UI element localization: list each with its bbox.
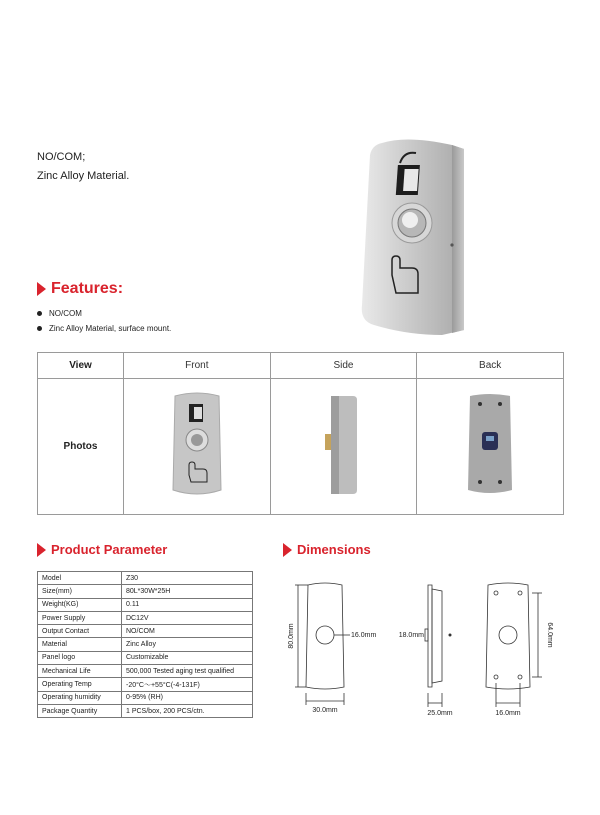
param-key: Model [38, 572, 122, 585]
bullet-icon [37, 326, 42, 331]
table-row [38, 665, 253, 678]
param-value: 1 PCS/box, 200 PCS/ctn. [122, 704, 253, 717]
back-view-image [460, 390, 520, 500]
param-value: 0.11 [122, 598, 253, 611]
table-row [38, 625, 253, 638]
param-key: Operating Temp [38, 678, 122, 691]
param-key: Size(mm) [38, 585, 122, 598]
intro-text [37, 148, 129, 186]
side-photo [270, 379, 417, 515]
param-value: NO/COM [122, 625, 253, 638]
param-value: 0-95% (RH) [122, 691, 253, 704]
dimension-drawing [280, 575, 570, 720]
table-row [38, 651, 253, 664]
heading-triangle-icon [37, 543, 46, 557]
table-row [38, 704, 253, 717]
table-row [38, 678, 253, 691]
param-key: Weight(KG) [38, 598, 122, 611]
param-value: Customizable [122, 651, 253, 664]
table-row [38, 585, 253, 598]
photos-label: Photos [38, 379, 124, 515]
param-value: Zinc Alloy [122, 638, 253, 651]
back-photo [417, 379, 564, 515]
hole-spacing-h-label: 16.0mm [495, 710, 521, 717]
param-value: DC12V [122, 611, 253, 624]
list-item: NO/COM [37, 306, 171, 321]
width-label: 30.0mm [312, 707, 338, 714]
product-hero-image [352, 135, 472, 340]
param-key: Operating humidity [38, 691, 122, 704]
hole-spacing-v-label: 64.0mm [546, 622, 553, 648]
side-header: Side [270, 353, 417, 379]
table-row [38, 598, 253, 611]
table-row [38, 611, 253, 624]
front-photo [124, 379, 271, 515]
table-row [38, 691, 253, 704]
param-value: Z30 [122, 572, 253, 585]
parameter-table [37, 571, 253, 718]
back-header: Back [417, 353, 564, 379]
heading-triangle-icon [283, 543, 292, 557]
param-key: Package Quantity [38, 704, 122, 717]
param-key: Output Contact [38, 625, 122, 638]
dimensions-title: Dimensions [297, 542, 371, 557]
side-view-image [313, 390, 373, 500]
view-header: View [38, 353, 124, 379]
list-item: Zinc Alloy Material, surface mount. [37, 321, 171, 336]
param-key: Power Supply [38, 611, 122, 624]
button-dia-label: 16.0mm [351, 632, 377, 639]
features-heading [37, 280, 123, 298]
param-key: Mechanical Life [38, 665, 122, 678]
front-view-image [167, 390, 227, 500]
product-parameter-heading [37, 542, 167, 557]
param-value: 80L*30W*25H [122, 585, 253, 598]
table-row [38, 638, 253, 651]
side-button-label: 18.0mm [398, 632, 424, 639]
param-value: 500,000 Tested aging test qualified [122, 665, 253, 678]
views-table [37, 352, 564, 515]
front-header: Front [124, 353, 271, 379]
intro-line-2: Zinc Alloy Material. [37, 170, 130, 182]
param-value: -20°C～+55°C(-4-131F) [122, 678, 253, 691]
features-title: Features: [51, 280, 124, 297]
dimensions-heading [283, 542, 371, 557]
param-key: Panel logo [38, 651, 122, 664]
height-label: 80.0mm [288, 623, 295, 649]
param-key: Material [38, 638, 122, 651]
table-row [38, 572, 253, 585]
features-list [37, 306, 171, 336]
intro-line-1: NO/COM; [37, 151, 86, 163]
product-parameter-title: Product Parameter [51, 542, 168, 557]
bullet-icon [37, 311, 42, 316]
depth-label: 25.0mm [427, 710, 453, 717]
heading-triangle-icon [37, 282, 46, 296]
